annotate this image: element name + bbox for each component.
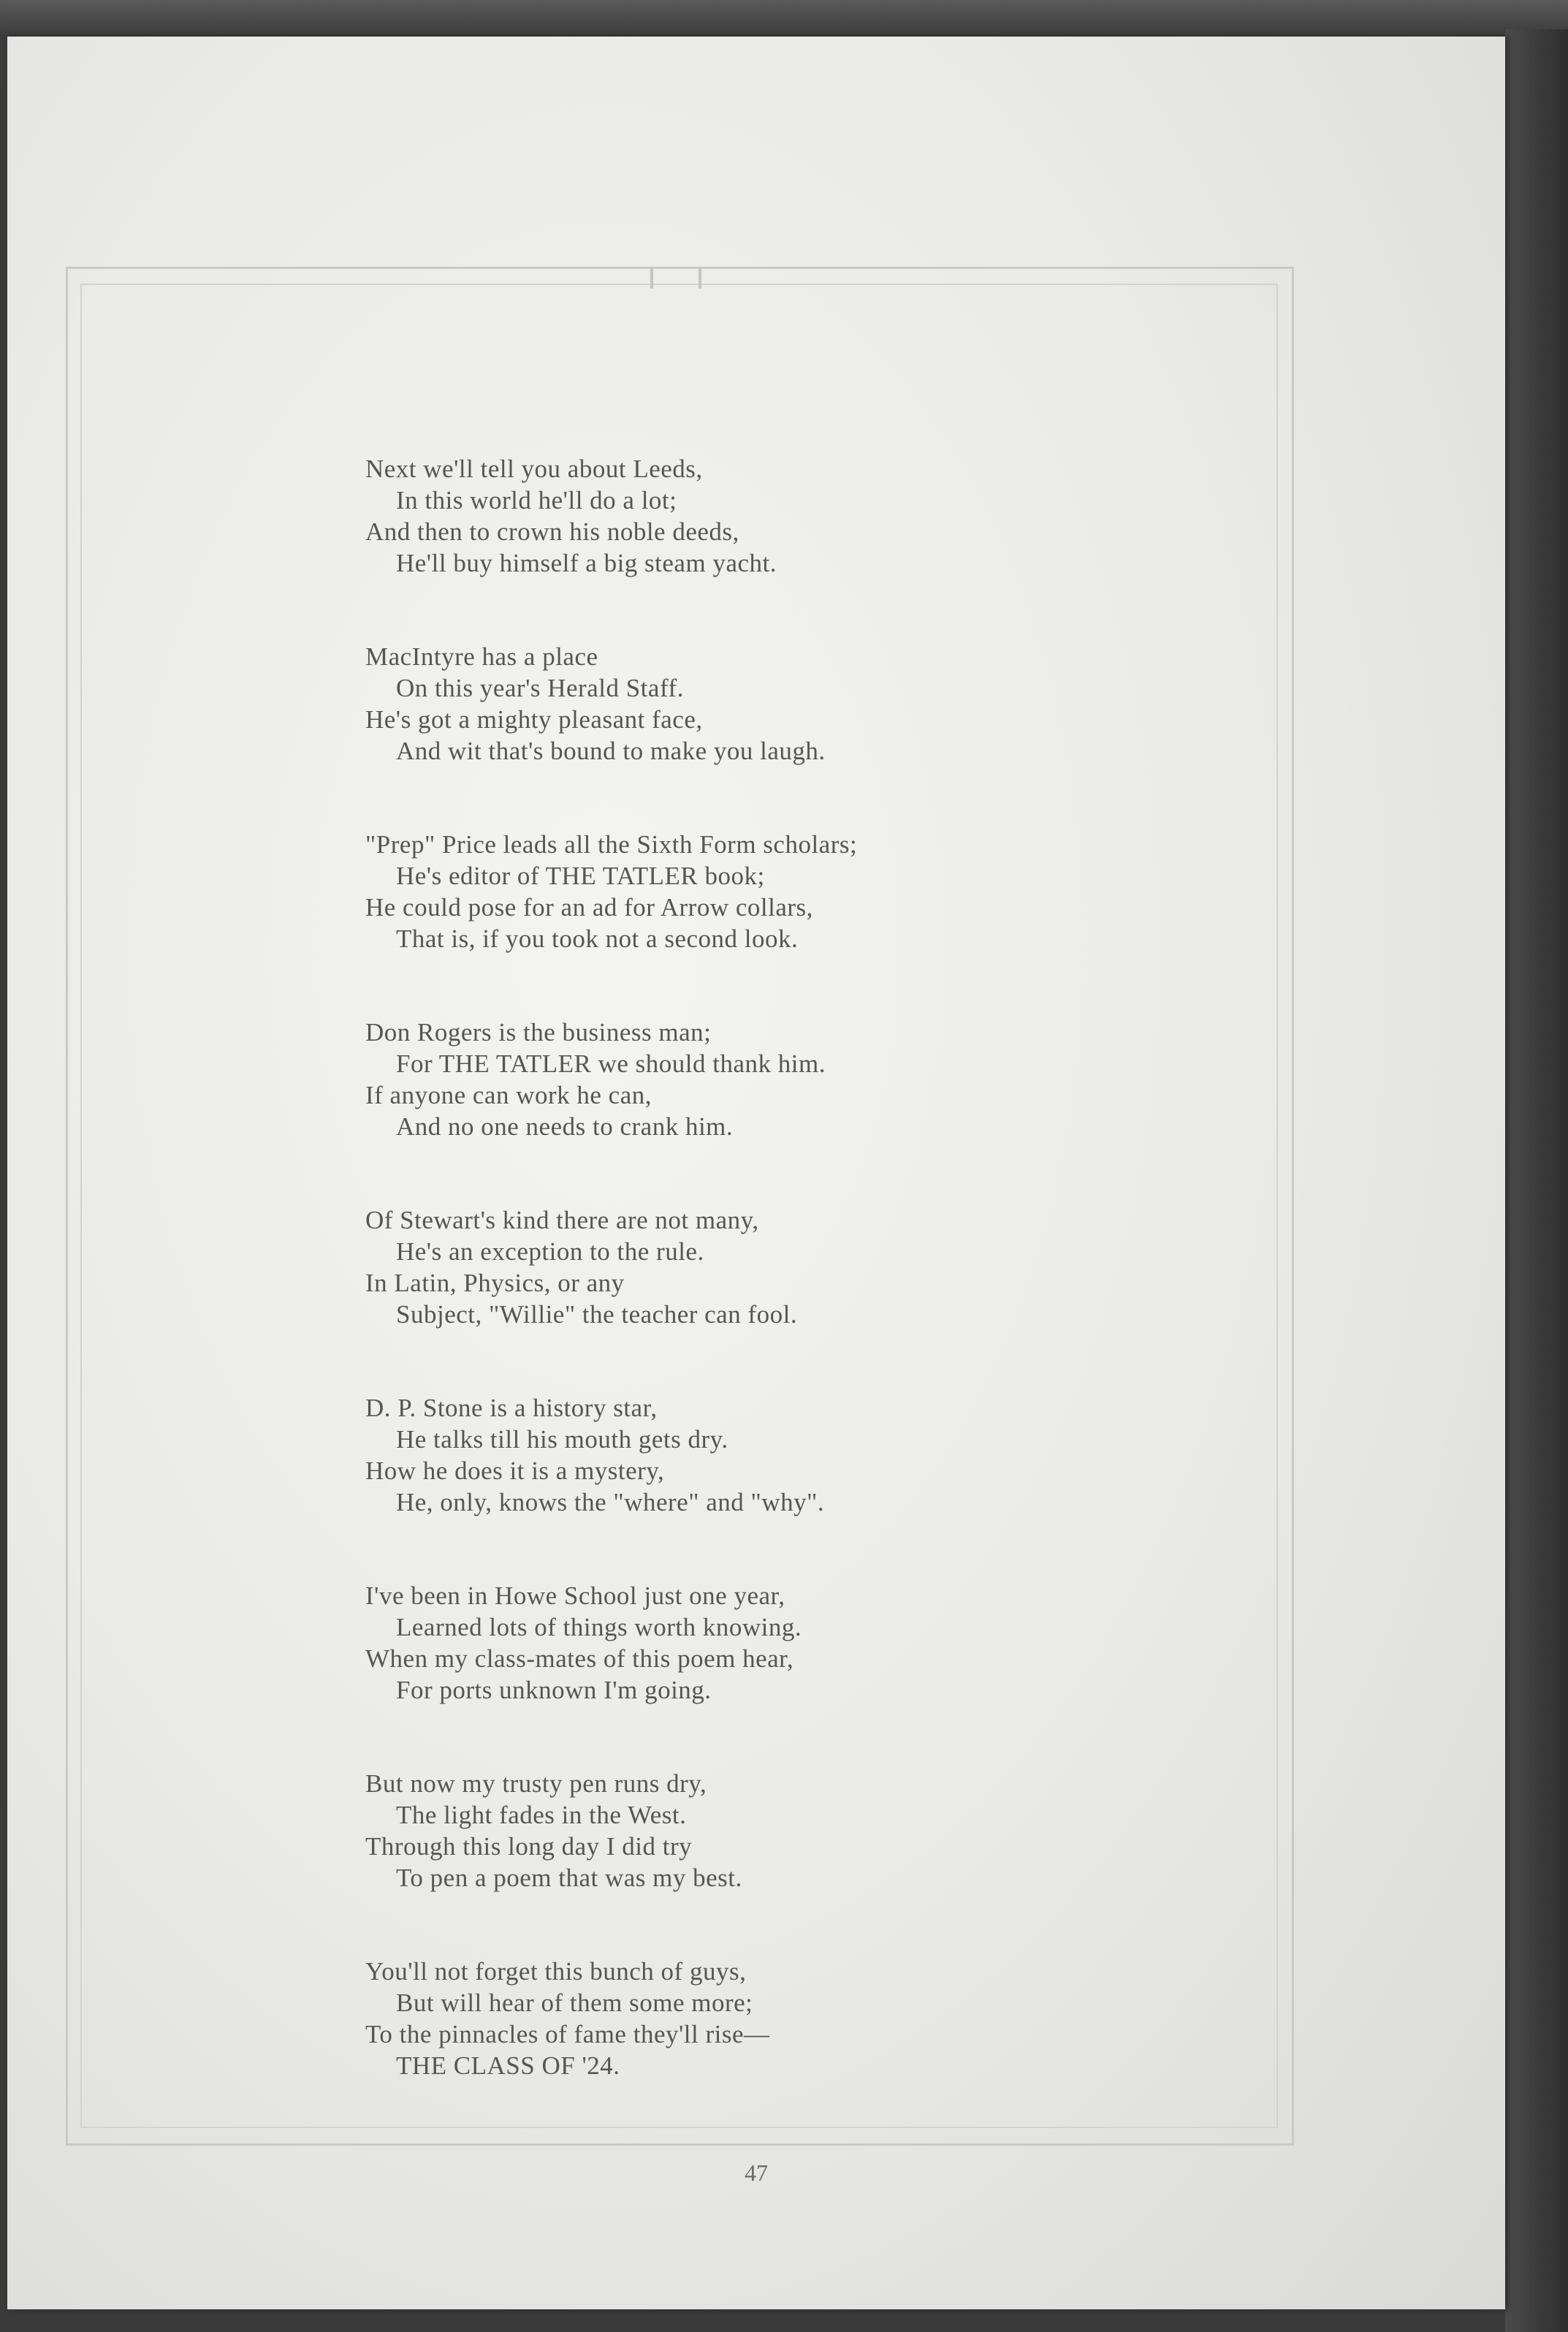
border-ornament-icon bbox=[650, 267, 701, 289]
poem-line: The light fades in the West. bbox=[396, 1801, 687, 1829]
poem-line: D. P. Stone is a history star, bbox=[365, 1394, 658, 1422]
poem-line: For THE TATLER we should thank him. bbox=[396, 1049, 826, 1078]
poem-line: He's editor of THE TATLER book; bbox=[396, 862, 765, 890]
poem-line: Of Stewart's kind there are not many, bbox=[365, 1206, 759, 1234]
poem-line: You'll not forget this bunch of guys, bbox=[365, 1957, 747, 1986]
poem-line: He talks till his mouth gets dry. bbox=[396, 1425, 728, 1454]
stanza bbox=[365, 829, 1242, 954]
poem-line: And then to crown his noble deeds, bbox=[365, 517, 739, 546]
page-number: 47 bbox=[745, 2160, 768, 2186]
stanza bbox=[365, 1956, 1242, 2081]
stanza bbox=[365, 1017, 1242, 1142]
poem-line: How he does it is a mystery, bbox=[365, 1456, 665, 1485]
poem-line: Subject, "Willie" the teacher can fool. bbox=[396, 1300, 798, 1329]
poem-line: He could pose for an ad for Arrow collars, bbox=[365, 893, 813, 922]
stanza bbox=[365, 1204, 1242, 1330]
scan-top-edge bbox=[0, 0, 1568, 35]
poem-line: When my class-mates of this poem hear, bbox=[365, 1644, 794, 1673]
poem-line: MacIntyre has a place bbox=[365, 642, 598, 671]
poem-line: He'll buy himself a big steam yacht. bbox=[396, 549, 777, 577]
poem-line: But will hear of them some more; bbox=[396, 1989, 753, 2017]
poem-line: On this year's Herald Staff. bbox=[396, 674, 684, 702]
poem-line: "Prep" Price leads all the Sixth Form scholars; bbox=[365, 830, 858, 859]
poem-line: I've been in Howe School just one year, bbox=[365, 1581, 785, 1610]
poem-line: In Latin, Physics, or any bbox=[365, 1269, 625, 1297]
poem-line: He's got a mighty pleasant face, bbox=[365, 705, 703, 734]
poem-line: Through this long day I did try bbox=[365, 1832, 693, 1861]
poem-line: But now my trusty pen runs dry, bbox=[365, 1769, 707, 1798]
poem-line: In this world he'll do a lot; bbox=[396, 486, 677, 514]
poem-line: That is, if you took not a second look. bbox=[396, 924, 799, 953]
book-spine-edge bbox=[1505, 29, 1568, 2332]
book-page bbox=[7, 37, 1505, 2309]
poem-line: For ports unknown I'm going. bbox=[396, 1676, 712, 1704]
poem-line: If anyone can work he can, bbox=[365, 1081, 652, 1109]
poem-line: And no one needs to crank him. bbox=[396, 1112, 734, 1141]
poem bbox=[365, 453, 1242, 2143]
stanza bbox=[365, 641, 1242, 767]
poem-line: THE CLASS OF '24. bbox=[396, 2051, 620, 2080]
poem-line: Learned lots of things worth knowing. bbox=[396, 1613, 802, 1641]
poem-line: Next we'll tell you about Leeds, bbox=[365, 455, 703, 483]
stanza bbox=[365, 1580, 1242, 1706]
poem-line: Don Rogers is the business man; bbox=[365, 1018, 712, 1047]
poem-line: He, only, knows the "where" and "why". bbox=[396, 1488, 825, 1516]
stanza bbox=[365, 453, 1242, 579]
stanza bbox=[365, 1392, 1242, 1518]
poem-line: He's an exception to the rule. bbox=[396, 1237, 704, 1266]
stanza bbox=[365, 1768, 1242, 1894]
poem-line: And wit that's bound to make you laugh. bbox=[396, 737, 826, 765]
poem-line: To pen a poem that was my best. bbox=[396, 1864, 742, 1892]
poem-line: To the pinnacles of fame they'll rise— bbox=[365, 2020, 770, 2048]
